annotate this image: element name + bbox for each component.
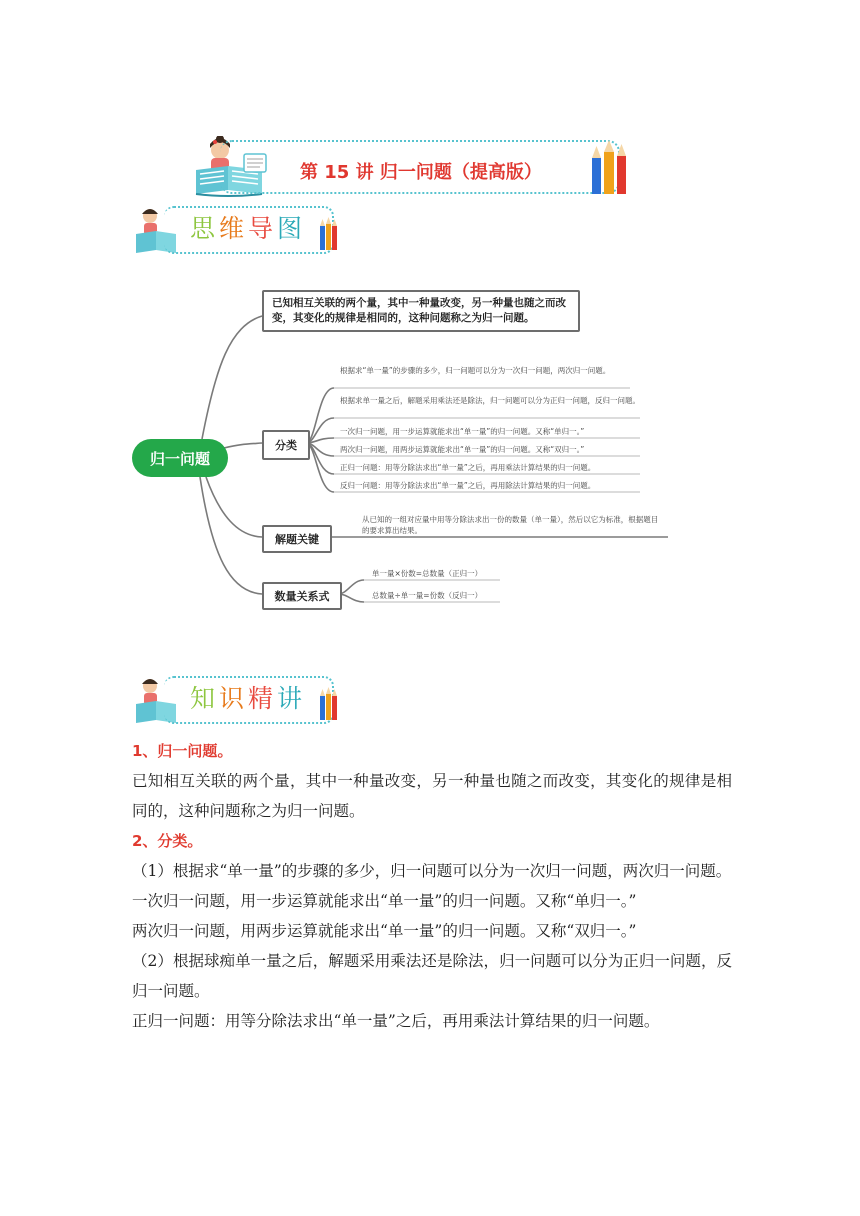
mind-map-key-point: 解题关键 bbox=[262, 525, 332, 553]
section-title-mindmap bbox=[190, 209, 306, 245]
section-title-char: 知 bbox=[190, 684, 220, 713]
classification-item: 正归一问题：用等分除法求出“单一量”之后，再用乘法计算结果的归一问题。 bbox=[340, 463, 596, 472]
mind-map-classification: 分类 bbox=[262, 430, 310, 460]
mind-map-definition: 已知相互关联的两个量，其中一种量改变，另一种量也随之而改变，其变化的规律是相同的，这种问题称之为归一问题。 bbox=[262, 290, 580, 332]
paragraph-classification-1: （1）根据求“单一量”的步骤的多少，归一问题可以分为一次归一问题，两次归一问题。 bbox=[132, 862, 732, 880]
key-point-text: 从已知的一组对应量中用等分除法求出一份的数量（单一量），然后以它为标准，根据题目的要求算出结果。 bbox=[362, 515, 659, 535]
section-title-char: 精 bbox=[248, 684, 278, 713]
paragraph-definition: 已知相互关联的两个量，其中一种量改变，另一种量也随之而改变，其变化的规律是相同的，这种问题称之为归一问题。 bbox=[132, 772, 732, 820]
section-banner-knowledge bbox=[134, 676, 338, 724]
relation-item: 总数量÷单一量=份数（反归一） bbox=[372, 591, 483, 600]
section-title-char: 讲 bbox=[277, 684, 307, 713]
classification-item: 根据求“单一量”的步骤的多少，归一问题可以分为一次归一问题，两次归一问题。 bbox=[340, 366, 611, 375]
pencils-icon bbox=[318, 686, 338, 722]
classification-item: 一次归一问题，用一步运算就能求出“单一量”的归一问题。又称“单归一。” bbox=[340, 427, 585, 436]
paragraph-single-return: 一次归一问题，用一步运算就能求出“单一量”的归一问题。又称“单归一。” bbox=[132, 892, 637, 910]
page-title: 第 15 讲 归一问题（提高版） bbox=[300, 162, 542, 183]
title-banner bbox=[192, 136, 632, 198]
classification-item: 根据求单一量之后，解题采用乘法还是除法，归一问题可以分为正归一问题，反归一问题。 bbox=[340, 396, 640, 405]
pencils-icon bbox=[318, 216, 338, 252]
heading-1: 1、归一问题。 bbox=[132, 742, 233, 760]
section-title-char: 图 bbox=[277, 214, 307, 243]
paragraph-double-return: 两次归一问题，用两步运算就能求出“单一量”的归一问题。又称“双归一。” bbox=[132, 922, 637, 940]
mind-map-root: 归一问题 bbox=[132, 439, 228, 477]
classification-item: 两次归一问题，用两步运算就能求出“单一量”的归一问题。又称“双归一。” bbox=[340, 445, 585, 454]
mind-map-relation: 数量关系式 bbox=[262, 582, 342, 610]
paragraph-classification-2: （2）根据球痴单一量之后，解题采用乘法还是除法，归一问题可以分为正归一问题，反归一问题。 bbox=[132, 952, 732, 1000]
section-title-char: 导 bbox=[248, 214, 278, 243]
paragraph-positive-return: 正归一问题：用等分除法求出“单一量”之后，再用乘法计算结果的归一问题。 bbox=[132, 1012, 660, 1030]
classification-item: 反归一问题：用等分除法求出“单一量”之后，再用除法计算结果的归一问题。 bbox=[340, 481, 596, 490]
section-banner-mindmap bbox=[134, 206, 338, 254]
section-title-char: 思 bbox=[190, 214, 220, 243]
relation-item: 单一量×份数=总数量（正归一） bbox=[372, 569, 483, 578]
knowledge-content bbox=[132, 736, 732, 1036]
section-title-knowledge bbox=[190, 679, 306, 715]
heading-2: 2、分类。 bbox=[132, 832, 203, 850]
section-title-char: 识 bbox=[219, 684, 249, 713]
pencils-icon bbox=[588, 140, 632, 198]
section-title-char: 维 bbox=[219, 214, 249, 243]
mind-map bbox=[120, 276, 680, 616]
